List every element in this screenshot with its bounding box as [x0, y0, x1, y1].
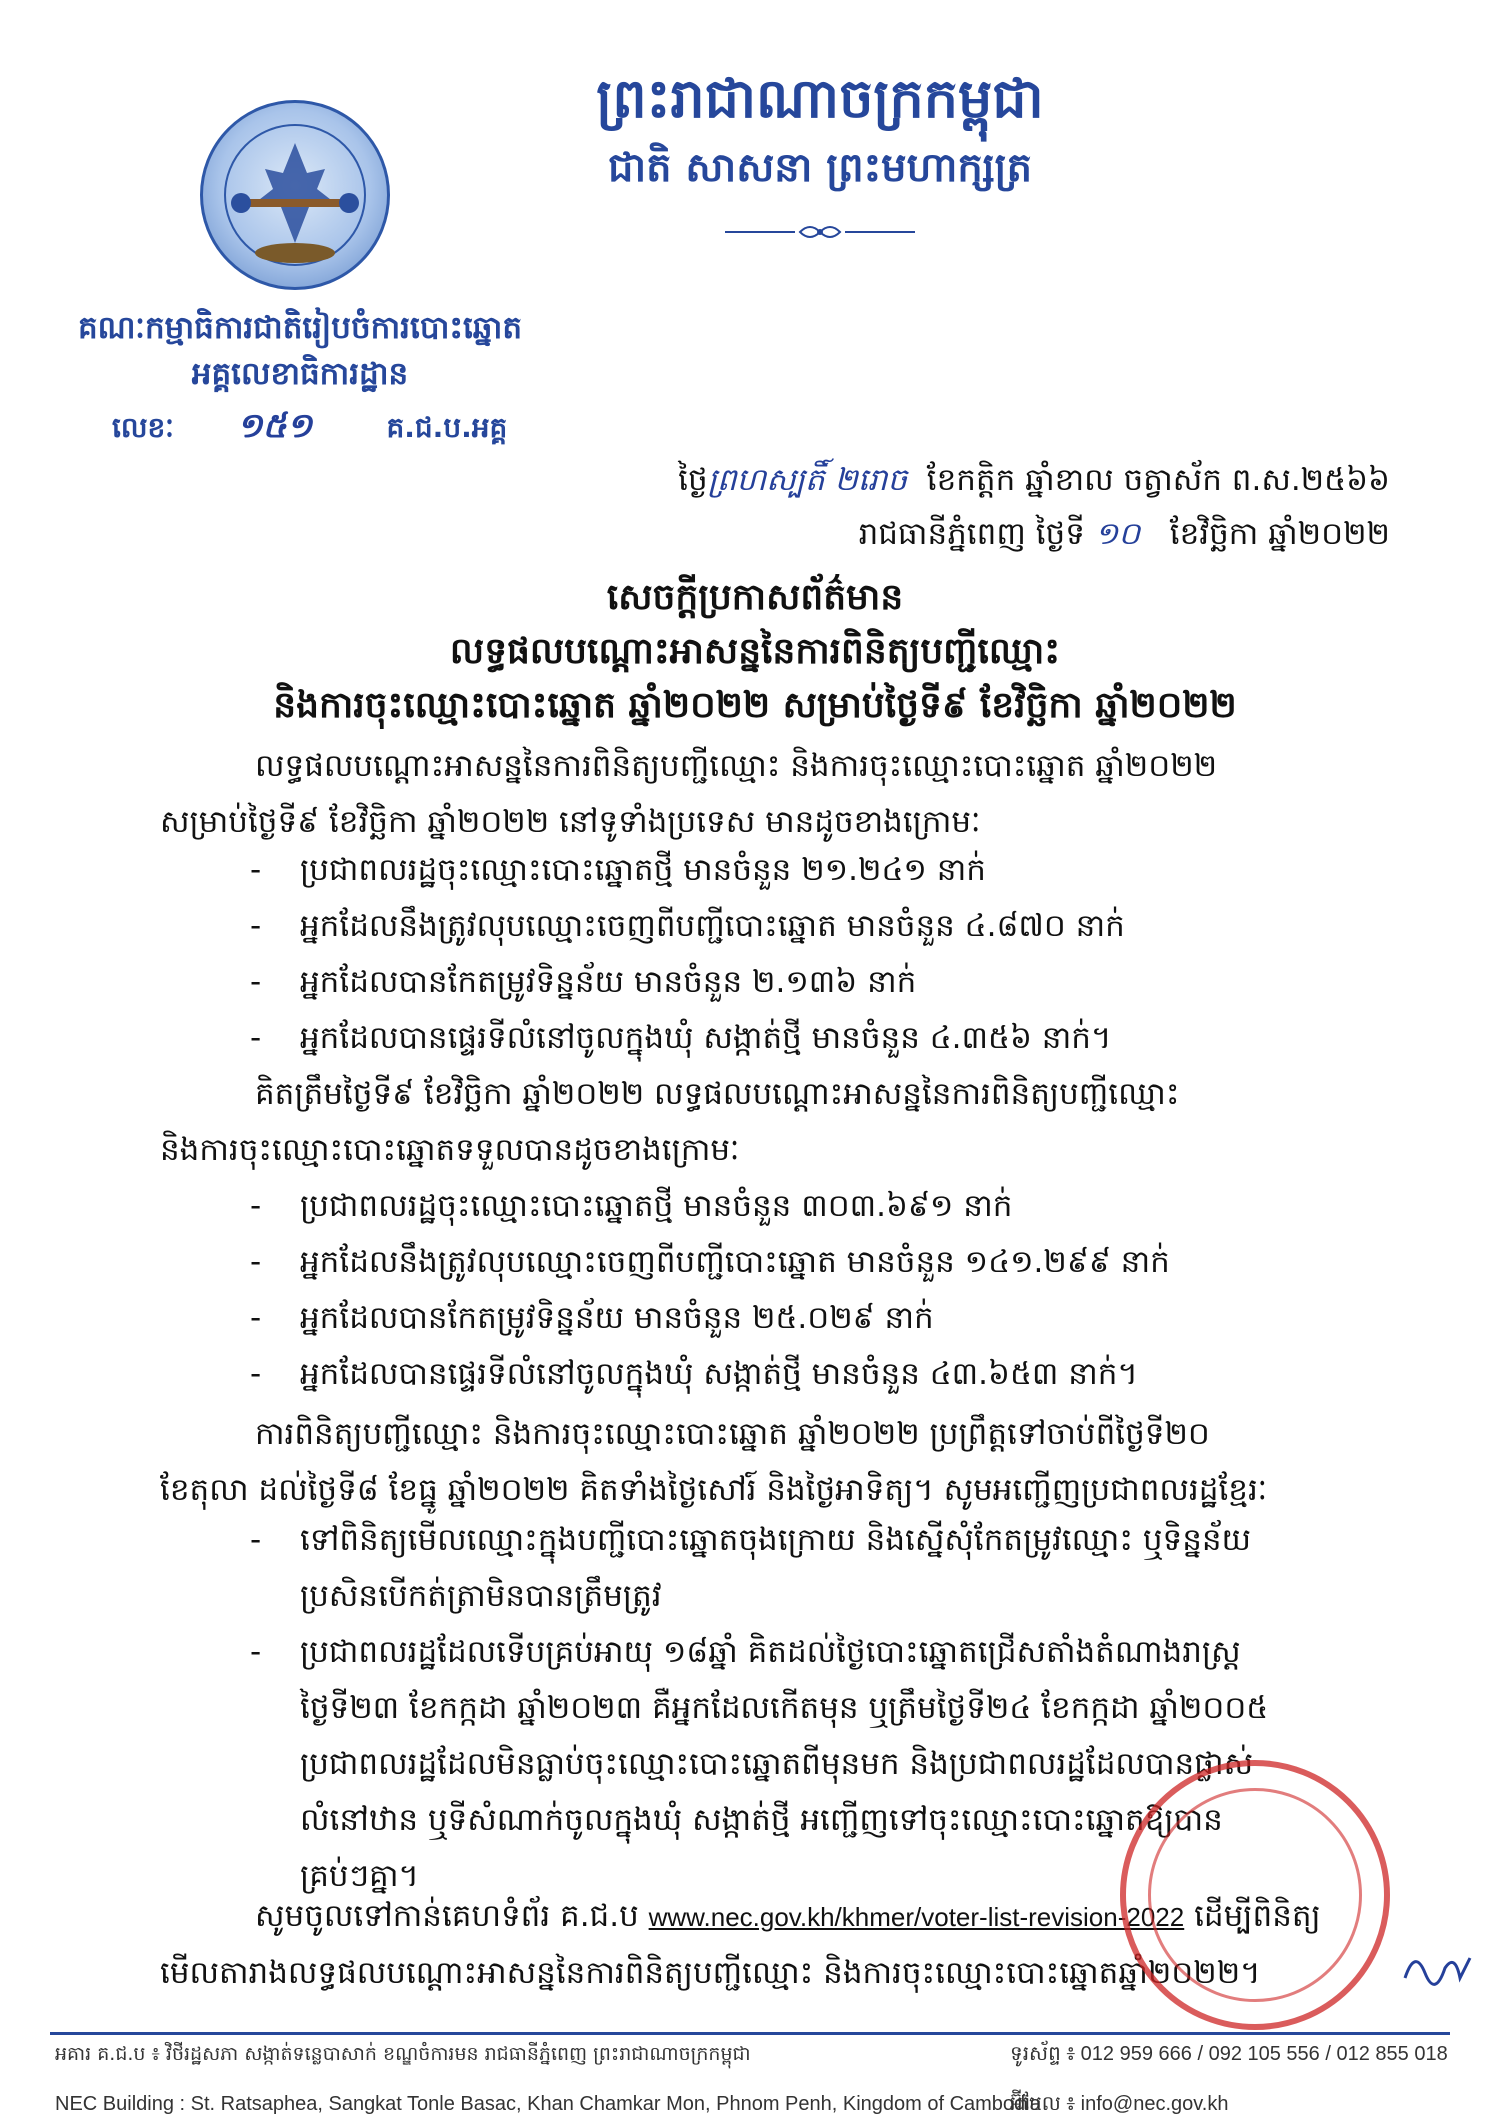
paragraph-4-prefix: សូមចូលទៅកាន់គេហទំព័រ គ.ជ.ប: [255, 1898, 649, 1934]
solar-date-rest: ខែវិច្ឆិកា ឆ្នាំ២០២២: [1169, 516, 1390, 552]
list-item: [250, 1512, 1400, 1624]
org-name: គណៈកម្មាធិការជាតិរៀបចំការបោះឆ្នោត: [77, 310, 523, 346]
lunar-date: [678, 456, 1390, 504]
lunar-date-handwritten: ព្រហស្បតិ៍ ២រោច: [707, 462, 908, 498]
list-item-line: គ្រប់ៗគ្នា។: [300, 1858, 419, 1894]
list-item: - អ្នកដែលបានផ្ទេរទីលំនៅចូលក្នុងឃុំ សង្កាត់ថ្មី មានចំនួន ៤.៣៥៦ នាក់។: [250, 1010, 1400, 1066]
signature-icon: [1400, 1938, 1480, 1998]
paragraph-4-suffix: ដើម្បីពិនិត្យ: [1184, 1898, 1321, 1934]
voter-list-link[interactable]: www.nec.gov.kh/khmer/voter-list-revision-2022: [648, 1902, 1185, 1932]
paragraph-2-line-2: និងការចុះឈ្មោះបោះឆ្នោតទទួលបានដូចខាងក្រោមៈ: [160, 1132, 740, 1168]
ornament-divider-icon: [720, 222, 920, 242]
footer-divider: [50, 2032, 1450, 2035]
nec-logo: [200, 100, 390, 290]
official-seal-stamp: [1120, 1760, 1390, 2030]
solar-date: [859, 510, 1390, 558]
footer-email[interactable]: អ៊ីមែល ៖ info@nec.gov.kh: [1010, 2093, 1229, 2115]
paragraph-3-line-2: ខែតុលា ដល់ថ្ងៃទី៨ ខែធ្នូ ឆ្នាំ២០២២ គិតទាំងថ្ងៃសៅរ៍ និងថ្ងៃអាទិត្យ។ សូមអញ្ជើញប្រជាពលរដ្ឋខ្មែរៈ: [160, 1472, 1268, 1508]
reference-number-row: [112, 404, 507, 450]
list-item-line: ថ្ងៃទី២៣ ខែកក្កដា ឆ្នាំ២០២៣ គឺអ្នកដែលកើតមុន ឬត្រឹមថ្ងៃទី២៤ ខែកក្កដា ឆ្នាំ២០០៥: [300, 1690, 1269, 1726]
list-1: [250, 842, 1400, 1066]
list-item: - អ្នកដែលបានកែតម្រូវទិន្នន័យ មានចំនួន ២៥.០២៩ នាក់: [250, 1290, 1400, 1346]
paragraph-3: [160, 1406, 1410, 1518]
paragraph-4-line-2: មើលតារាងលទ្ធផលបណ្តោះអាសន្ននៃការពិនិត្យបញ្ជីឈ្មោះ និងការចុះឈ្មោះបោះឆ្នោតឆ្នាំ២០២២។: [160, 1955, 1261, 1991]
list-item: - អ្នកដែលបានផ្ទេរទីលំនៅចូលក្នុងឃុំ សង្កាត់ថ្មី មានចំនួន ៤៣.៦៥៣ នាក់។: [250, 1346, 1400, 1402]
announcement-subtitle-2: និងការចុះឈ្មោះបោះឆ្នោត ឆ្នាំ២០២២ សម្រាប់ថ្ងៃទី៩ ខែវិច្ឆិកា ឆ្នាំ២០២២: [273, 685, 1237, 726]
announcement-subtitle: លទ្ធផលបណ្តោះអាសន្ននៃការពិនិត្យបញ្ជីឈ្មោះ: [449, 631, 1061, 672]
paragraph-2: [160, 1066, 1410, 1178]
ref-number: ១៥១: [236, 406, 313, 446]
list-item: - ប្រជាពលរដ្ឋចុះឈ្មោះបោះឆ្នោតថ្មី មានចំនួន ៣០៣.៦៩១ នាក់: [250, 1178, 1400, 1234]
list-item-line: - ប្រជាពលរដ្ឋដែលទើបគ្រប់អាយុ ១៨ឆ្នាំ គិតដល់ថ្ងៃបោះឆ្នោតជ្រើសតាំងតំណាងរាស្ត្រ: [300, 1634, 1241, 1670]
org-department: អគ្គលេខាធិការដ្ឋាន: [191, 356, 409, 392]
list-item-line: លំនៅឋាន ឬទីសំណាក់ចូលក្នុងឃុំ សង្កាត់ថ្មី អញ្ជើញទៅចុះឈ្មោះបោះឆ្នោតឱ្យបាន: [300, 1802, 1223, 1838]
lunar-date-rest: ខែកត្ដិក ឆ្នាំខាល ចត្វាស័ក ព.ស.២៥៦៦: [926, 462, 1390, 498]
list-item: - អ្នកដែលនឹងត្រូវលុបឈ្មោះចេញពីបញ្ជីបោះឆ្នោត មានចំនួន ១៤១.២៩៩ នាក់: [250, 1234, 1400, 1290]
paragraph-3-line-1: ការពិនិត្យបញ្ជីឈ្មោះ និងការចុះឈ្មោះបោះឆ្នោត ឆ្នាំ២០២២ ប្រព្រឹត្តទៅចាប់ពីថ្ងៃទី២០: [255, 1416, 1210, 1452]
solar-date-prefix: រាជធានីភ្នំពេញ ថ្ងៃទី: [858, 516, 1085, 552]
footer-address-en: NEC Building : St. Ratsaphea, Sangkat Tonle Basac, Khan Chamkar Mon, Phnom Penh, Kingdom of Cambodia: [55, 2093, 1041, 2115]
list-item-line: ប្រជាពលរដ្ឋដែលមិនធ្លាប់ចុះឈ្មោះបោះឆ្នោតពីមុនមក និងប្រជាពលរដ្ឋដែលបានផ្លាស់: [300, 1746, 1254, 1782]
nec-emblem-icon: [203, 103, 387, 287]
kingdom-heading: ព្រះរាជាណាចក្រកម្ពុជា: [596, 66, 1044, 130]
solar-date-day: ១០: [1094, 516, 1141, 552]
ref-label: លេខៈ: [112, 411, 174, 444]
list-item: - អ្នកដែលបានកែតម្រូវទិន្នន័យ មានចំនួន ២.១៣៦ នាក់: [250, 954, 1400, 1010]
list-item: - អ្នកដែលនឹងត្រូវលុបឈ្មោះចេញពីបញ្ជីបោះឆ្នោត មានចំនួន ៤.៨៧០ នាក់: [250, 898, 1400, 954]
announcement-title: សេចក្តីប្រកាសព័ត៌មាន: [606, 577, 904, 618]
footer-address-km: អគារ គ.ជ.ប ៖ វិថីរដ្ឋសភា សង្កាត់ទន្លេបាសាក់ ខណ្ឌចំការមន រាជធានីភ្នំពេញ ព្រះរាជាណាចក្រកម្ពុជា: [55, 2043, 751, 2065]
lunar-date-prefix: ថ្ងៃ: [678, 462, 708, 498]
list-2: [250, 1178, 1400, 1402]
paragraph-1: [160, 738, 1410, 850]
national-motto: ជាតិ សាសនា ព្រះមហាក្សត្រ: [608, 144, 1032, 191]
footer-phone: ទូរស័ព្ទ ៖ 012 959 666 / 092 105 556 / 012 855 018: [1010, 2043, 1448, 2065]
paragraph-1-line-1: លទ្ធផលបណ្តោះអាសន្ននៃការពិនិត្យបញ្ជីឈ្មោះ និងការចុះឈ្មោះបោះឆ្នោត ឆ្នាំ២០២២: [255, 748, 1218, 784]
list-item-line: ប្រសិនបើកត់ត្រាមិនបានត្រឹមត្រូវ: [300, 1578, 662, 1614]
list-item-line: - ទៅពិនិត្យមើលឈ្មោះក្នុងបញ្ជីបោះឆ្នោតចុងក្រោយ និងស្នើសុំកែតម្រូវឈ្មោះ ឬទិន្នន័យ: [300, 1522, 1252, 1558]
paragraph-1-line-2: សម្រាប់ថ្ងៃទី៩ ខែវិច្ឆិកា ឆ្នាំ២០២២ នៅទូទាំងប្រទេស មានដូចខាងក្រោមៈ: [160, 804, 981, 840]
list-item: - ប្រជាពលរដ្ឋចុះឈ្មោះបោះឆ្នោតថ្មី មានចំនួន ២១.២៤១ នាក់: [250, 842, 1400, 898]
paragraph-2-line-1: គិតត្រឹមថ្ងៃទី៩ ខែវិច្ឆិកា ឆ្នាំ២០២២ លទ្ធផលបណ្តោះអាសន្ននៃការពិនិត្យបញ្ជីឈ្មោះ: [255, 1076, 1180, 1112]
ref-suffix: គ.ជ.ប.អគ្គ: [386, 411, 508, 444]
